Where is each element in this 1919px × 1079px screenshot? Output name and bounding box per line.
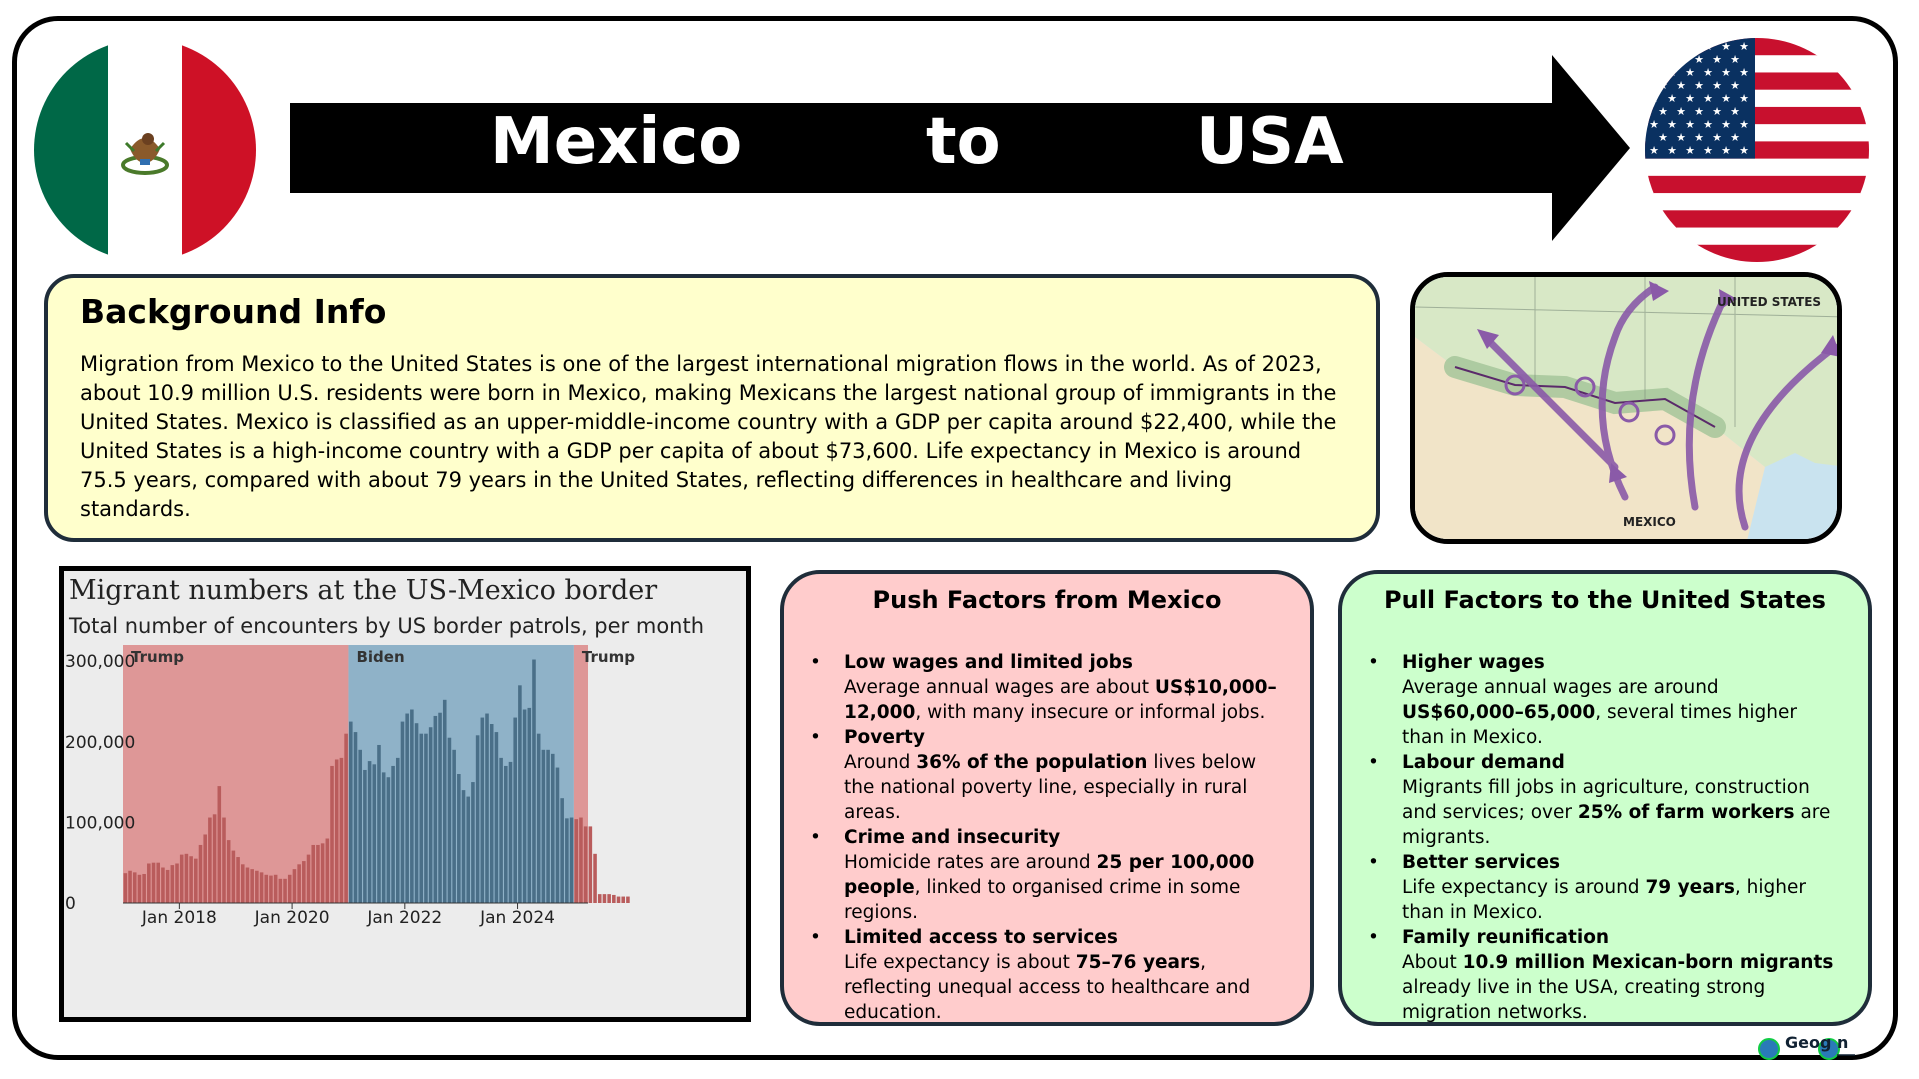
svg-text:★: ★ xyxy=(1685,144,1695,157)
bar xyxy=(509,762,513,903)
bar xyxy=(208,818,212,903)
bar xyxy=(476,735,480,903)
svg-text:★: ★ xyxy=(1703,144,1713,157)
bar xyxy=(302,861,306,903)
logo-text: Geog n xyxy=(1785,1033,1849,1052)
bar xyxy=(424,734,428,903)
bar xyxy=(363,770,367,903)
svg-text:★: ★ xyxy=(1658,131,1668,144)
list-item xyxy=(844,925,1284,1025)
bar xyxy=(537,734,541,903)
svg-text:★: ★ xyxy=(1703,40,1713,53)
bar xyxy=(335,759,339,903)
bar xyxy=(156,863,160,903)
bar xyxy=(607,894,611,903)
bar xyxy=(495,732,499,903)
bar xyxy=(462,790,466,903)
list-item xyxy=(1402,750,1842,850)
bar xyxy=(307,855,311,903)
pull-factor-detail: About 10.9 million Mexican-born migrants already live in the USA, creating strong migration networks. xyxy=(1402,952,1834,1023)
svg-text:★: ★ xyxy=(1703,66,1713,79)
bar xyxy=(396,758,400,903)
pull-factors-panel xyxy=(1338,570,1872,1026)
svg-text:★: ★ xyxy=(1649,66,1659,79)
map-label-mexico: MEXICO xyxy=(1623,515,1676,529)
destination-country-label: USA xyxy=(1196,105,1344,179)
bar xyxy=(532,660,536,903)
svg-text:★: ★ xyxy=(1676,53,1686,66)
svg-text:★: ★ xyxy=(1694,79,1704,92)
bar xyxy=(161,868,165,903)
list-item xyxy=(844,825,1284,925)
svg-text:★: ★ xyxy=(1739,118,1749,131)
svg-text:★: ★ xyxy=(1676,79,1686,92)
usa-flag-icon xyxy=(1645,38,1869,262)
svg-text:★: ★ xyxy=(1721,40,1731,53)
bar xyxy=(344,734,348,903)
bar xyxy=(354,732,358,903)
bar xyxy=(152,863,156,903)
svg-text:★: ★ xyxy=(1649,40,1659,53)
list-item xyxy=(844,725,1284,825)
list-item xyxy=(1402,925,1842,1025)
svg-text:★: ★ xyxy=(1712,53,1722,66)
bar xyxy=(368,761,372,903)
bar xyxy=(373,764,377,903)
pull-factor-heading: • Higher wages xyxy=(1402,652,1545,673)
x-tick-label: Jan 2022 xyxy=(367,908,443,928)
svg-text:★: ★ xyxy=(1739,66,1749,79)
svg-text:★: ★ xyxy=(1685,40,1695,53)
svg-text:★: ★ xyxy=(1685,66,1695,79)
bar xyxy=(598,894,602,903)
bar xyxy=(556,768,560,903)
migration-routes-map xyxy=(1410,272,1842,544)
bar xyxy=(481,718,485,903)
bar xyxy=(147,863,151,903)
bar xyxy=(264,875,268,903)
bar xyxy=(603,894,607,903)
bar xyxy=(513,718,517,903)
y-tick-label: 100,000 xyxy=(65,813,136,834)
push-factors-list xyxy=(844,650,1284,1025)
bar xyxy=(330,766,334,903)
svg-text:★: ★ xyxy=(1685,92,1695,105)
origin-country-label: Mexico xyxy=(490,105,743,179)
pull-factors-list xyxy=(1402,650,1842,1025)
svg-text:★: ★ xyxy=(1649,92,1659,105)
bar xyxy=(255,871,259,903)
bar xyxy=(175,863,179,903)
svg-text:★: ★ xyxy=(1712,131,1722,144)
bar xyxy=(584,826,588,903)
bar xyxy=(621,897,625,903)
bar xyxy=(452,750,456,903)
svg-text:★: ★ xyxy=(1658,105,1668,118)
bar xyxy=(213,814,217,903)
push-factors-panel xyxy=(780,570,1314,1026)
bar xyxy=(419,734,423,903)
bar xyxy=(565,818,569,903)
pull-factor-heading: • Labour demand xyxy=(1402,752,1565,773)
bar xyxy=(189,856,193,903)
x-tick-label: Jan 2024 xyxy=(480,908,555,928)
background-info-text: Migration from Mexico to the United States is one of the largest international migration flows in the world. As of 2023, about 10.9 million U.S. residents were born in Mexico, making Mexicans the largest national group of immigrants in the United States. Mexico is classified as an upper-middle-income country with a GDP per capita around $22,400, while the United States is a high-income country with a GDP per capita of about $73,600. Life expectancy in Mexico is around 75.5 years, compared with about 79 years in the United States, reflecting differences in healthcare and living standards. xyxy=(80,352,1337,521)
list-item xyxy=(844,650,1284,725)
bar xyxy=(293,869,297,903)
svg-text:★: ★ xyxy=(1667,144,1677,157)
svg-text:★: ★ xyxy=(1703,92,1713,105)
bar xyxy=(579,818,583,903)
chart-title: Migrant numbers at the US-Mexico border xyxy=(69,575,658,606)
bar xyxy=(316,845,320,903)
bar xyxy=(570,818,574,903)
y-tick-label: 300,000 xyxy=(65,652,136,673)
pull-factor-heading: • Better services xyxy=(1402,852,1561,873)
bar xyxy=(222,818,226,903)
bar xyxy=(297,864,301,903)
bar xyxy=(593,854,597,903)
push-factors-title: Push Factors from Mexico xyxy=(872,586,1222,614)
bar xyxy=(166,870,170,903)
x-tick-label: Jan 2020 xyxy=(254,908,330,928)
bar xyxy=(241,864,245,903)
push-factor-heading: • Poverty xyxy=(844,727,925,748)
svg-text:★: ★ xyxy=(1649,118,1659,131)
bar xyxy=(194,859,198,903)
bar xyxy=(387,777,391,903)
svg-text:★: ★ xyxy=(1721,118,1731,131)
y-tick-label: 0 xyxy=(65,894,76,914)
y-tick-label: 200,000 xyxy=(65,732,136,753)
svg-text:★: ★ xyxy=(1712,105,1722,118)
bar xyxy=(232,851,236,903)
bar xyxy=(236,857,240,903)
svg-text:★: ★ xyxy=(1730,53,1740,66)
bar xyxy=(133,872,137,903)
bar xyxy=(626,897,630,903)
bar xyxy=(471,782,475,903)
bar xyxy=(340,758,344,903)
background-info-title: Background Info xyxy=(80,292,387,331)
bar xyxy=(260,872,264,903)
bar xyxy=(124,873,128,903)
svg-text:★: ★ xyxy=(1667,118,1677,131)
bar xyxy=(429,727,433,903)
bar xyxy=(438,713,442,903)
bar xyxy=(443,700,447,903)
bar xyxy=(227,840,231,903)
bar xyxy=(218,786,222,903)
pull-factor-detail: Migrants fill jobs in agriculture, construction and services; over 25% of farm workers are migrants. xyxy=(1402,777,1831,848)
bar xyxy=(528,708,532,903)
bar xyxy=(321,843,325,903)
bar xyxy=(128,871,132,903)
period-label: Biden xyxy=(356,648,405,666)
list-item xyxy=(1402,650,1842,750)
border-encounters-chart xyxy=(59,566,751,1022)
bar xyxy=(518,685,522,903)
x-tick-label: Jan 2018 xyxy=(141,908,217,928)
svg-text:★: ★ xyxy=(1658,79,1668,92)
svg-text:★: ★ xyxy=(1730,131,1740,144)
bar xyxy=(523,710,527,904)
svg-text:★: ★ xyxy=(1739,144,1749,157)
svg-text:★: ★ xyxy=(1721,66,1731,79)
bar xyxy=(574,819,578,903)
svg-text:★: ★ xyxy=(1712,79,1722,92)
bar xyxy=(349,722,353,903)
pull-factor-heading: • Family reunification xyxy=(1402,927,1610,948)
arrow-to-label: to xyxy=(926,105,1001,179)
svg-text:★: ★ xyxy=(1676,131,1686,144)
pull-factor-detail: Life expectancy is around 79 years, higher than in Mexico. xyxy=(1402,877,1806,923)
svg-text:★: ★ xyxy=(1730,79,1740,92)
bar xyxy=(405,714,409,903)
push-factor-detail: Average annual wages are about US$10,000–12,000, with many insecure or informal jobs. xyxy=(844,677,1277,723)
svg-text:★: ★ xyxy=(1721,92,1731,105)
bar xyxy=(326,839,330,904)
bar xyxy=(499,758,503,903)
bar xyxy=(401,722,405,903)
mexico-flag-icon xyxy=(34,39,256,261)
list-item xyxy=(1402,850,1842,925)
bar xyxy=(485,714,489,903)
map-label-united-states: UNITED STATES xyxy=(1717,295,1822,309)
period-label: Trump xyxy=(131,648,185,666)
bar xyxy=(279,879,283,903)
bar xyxy=(546,750,550,903)
bar xyxy=(504,766,508,903)
bar xyxy=(138,875,142,903)
bar xyxy=(382,772,386,903)
svg-text:★: ★ xyxy=(1694,105,1704,118)
bar xyxy=(542,750,546,903)
svg-text:★: ★ xyxy=(1703,118,1713,131)
svg-text:★: ★ xyxy=(1730,105,1740,118)
push-factor-heading: • Limited access to services xyxy=(844,927,1118,948)
svg-text:★: ★ xyxy=(1694,53,1704,66)
push-factor-detail: Homicide rates are around 25 per 100,000 people, linked to organised crime in some regions. xyxy=(844,852,1255,923)
bar xyxy=(288,875,292,903)
chart-subtitle: Total number of encounters by US border patrols, per month xyxy=(69,614,705,638)
svg-text:★: ★ xyxy=(1739,40,1749,53)
bar xyxy=(434,716,438,903)
bar xyxy=(185,854,189,903)
bar xyxy=(617,897,621,903)
bar xyxy=(612,895,616,903)
bar xyxy=(311,845,315,903)
bar xyxy=(283,879,287,903)
period-label: Trump xyxy=(581,648,635,666)
bar xyxy=(246,868,250,903)
svg-text:★: ★ xyxy=(1676,105,1686,118)
bar xyxy=(203,834,207,903)
bar xyxy=(551,754,555,903)
bar xyxy=(269,876,273,903)
bar xyxy=(199,845,203,903)
svg-text:★: ★ xyxy=(1721,144,1731,157)
bar xyxy=(560,798,564,903)
chart-plot xyxy=(64,571,746,1017)
bar xyxy=(589,826,593,903)
svg-text:★: ★ xyxy=(1667,40,1677,53)
bar xyxy=(457,774,461,903)
background-info-panel xyxy=(44,274,1380,542)
svg-text:★: ★ xyxy=(1649,144,1659,157)
push-factor-heading: • Crime and insecurity xyxy=(844,827,1061,848)
svg-text:★: ★ xyxy=(1667,66,1677,79)
bar xyxy=(410,710,414,904)
svg-text:★: ★ xyxy=(1694,131,1704,144)
bar xyxy=(142,874,146,903)
bar xyxy=(448,738,452,903)
bar xyxy=(377,745,381,903)
push-factor-heading: • Low wages and limited jobs xyxy=(844,652,1133,673)
bar xyxy=(391,766,395,903)
svg-text:★: ★ xyxy=(1685,118,1695,131)
bar xyxy=(180,855,184,903)
pull-factor-detail: Average annual wages are around US$60,000–65,000, several times higher than in Mexico. xyxy=(1402,677,1797,748)
bar xyxy=(358,750,362,903)
bar xyxy=(250,869,254,903)
push-factor-detail: Life expectancy is about 75–76 years, reflecting unequal access to healthcare and education. xyxy=(844,952,1251,1023)
bar xyxy=(415,723,419,903)
svg-text:★: ★ xyxy=(1658,53,1668,66)
pull-factors-title: Pull Factors to the United States xyxy=(1384,586,1826,614)
bar xyxy=(466,797,470,903)
svg-text:★: ★ xyxy=(1739,92,1749,105)
svg-text:★: ★ xyxy=(1667,92,1677,105)
bar xyxy=(490,724,494,903)
push-factor-detail: Around 36% of the population lives below the national poverty line, especially in rural areas. xyxy=(844,752,1257,823)
bar xyxy=(171,865,175,903)
bar xyxy=(274,875,278,903)
